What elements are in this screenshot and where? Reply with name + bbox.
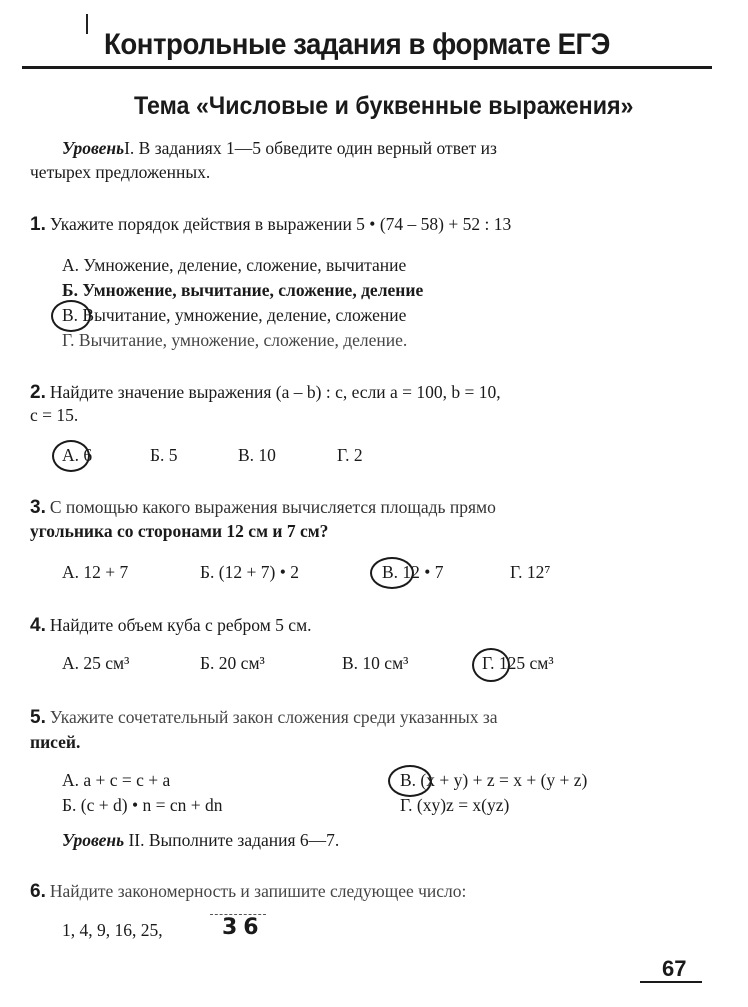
q5-option-d[interactable]: Г. (xy)z = x(yz) bbox=[400, 795, 510, 815]
question-number: 1. bbox=[30, 214, 46, 235]
q1-option-b[interactable]: Б. Умножение, вычитание, сложение, деление bbox=[62, 280, 424, 300]
q1-option-d[interactable]: Г. Вычитание, умножение, сложение, деление. bbox=[62, 330, 408, 350]
level2-text: II. Выполните задания 6—7. bbox=[128, 830, 340, 850]
answer-circle-mark bbox=[370, 557, 414, 589]
answer-circle-mark bbox=[51, 300, 91, 332]
q1-option-a[interactable]: А. Умножение, деление, сложение, вычитание bbox=[62, 255, 407, 275]
level1-label: Уровень bbox=[62, 138, 125, 158]
question-4 bbox=[30, 615, 312, 637]
q2-option-b[interactable]: Б. 5 bbox=[150, 445, 178, 465]
level1-intro-line2: четырех предложенных. bbox=[30, 162, 211, 182]
q5-option-a[interactable]: А. a + c = c + a bbox=[62, 770, 171, 790]
level1-intro-line1 bbox=[62, 138, 497, 159]
q4-option-c[interactable]: В. 10 см³ bbox=[342, 653, 409, 673]
question-3-line2: угольника со сторонами 12 см и 7 см? bbox=[30, 521, 329, 541]
q6-handwritten-answer: 36 bbox=[222, 915, 265, 940]
q3-option-c[interactable]: В. 12 • 7 bbox=[382, 562, 444, 582]
question-number: 3. bbox=[30, 497, 46, 518]
level2-intro bbox=[62, 830, 339, 851]
question-5-line2: писей. bbox=[30, 732, 81, 752]
question-number: 5. bbox=[30, 707, 46, 728]
question-number: 6. bbox=[30, 881, 46, 902]
header-rule bbox=[22, 66, 712, 69]
page-header-title: Контрольные задания в формате ЕГЭ bbox=[104, 28, 610, 61]
level2-label: Уровень bbox=[62, 830, 125, 850]
question-6 bbox=[30, 881, 466, 903]
answer-circle-mark bbox=[472, 648, 510, 682]
question-2-line2: c = 15. bbox=[30, 405, 79, 425]
question-text: С помощью какого выражения вычисляется площадь прямо bbox=[49, 497, 496, 517]
level1-text: I. В заданиях 1—5 обведите один верный ответ из bbox=[124, 138, 497, 158]
q4-option-a[interactable]: А. 25 см³ bbox=[62, 653, 130, 673]
question-3 bbox=[30, 497, 496, 519]
question-text: Укажите порядок действия в выражении 5 • (74 – 58) + 52 : 13 bbox=[49, 214, 512, 234]
q2-option-d[interactable]: Г. 2 bbox=[337, 445, 363, 465]
q6-sequence: 1, 4, 9, 16, 25, bbox=[62, 920, 163, 940]
question-2 bbox=[30, 382, 501, 404]
q3-option-b[interactable]: Б. (12 + 7) • 2 bbox=[200, 562, 299, 582]
question-text: Найдите закономерность и запишите следующее число: bbox=[49, 881, 467, 901]
q2-option-c[interactable]: В. 10 bbox=[238, 445, 276, 465]
q1-option-c[interactable]: В. Вычитание, умножение, деление, сложение bbox=[62, 305, 407, 325]
answer-circle-mark bbox=[52, 440, 93, 472]
question-1 bbox=[30, 214, 511, 236]
q3-option-d[interactable]: Г. 12⁷ bbox=[510, 562, 551, 582]
question-text: Укажите сочетательный закон сложения среди указанных за bbox=[49, 707, 498, 727]
page-number: 67 bbox=[662, 956, 687, 981]
q3-option-a[interactable]: А. 12 + 7 bbox=[62, 562, 129, 582]
q5-option-b[interactable]: Б. (c + d) • n = cn + dn bbox=[62, 795, 223, 815]
question-5 bbox=[30, 707, 498, 729]
question-text: Найдите объем куба с ребром 5 см. bbox=[49, 615, 312, 635]
topic-title: Тема «Числовые и буквенные выражения» bbox=[134, 92, 634, 120]
page-number-rule bbox=[640, 981, 702, 983]
question-number: 2. bbox=[30, 382, 46, 403]
q4-option-b[interactable]: Б. 20 см³ bbox=[200, 653, 265, 673]
q5-option-c[interactable]: В. (x + y) + z = x + (y + z) bbox=[400, 770, 588, 790]
question-text: Найдите значение выражения (a – b) : c, если a = 100, b = 10, bbox=[49, 382, 501, 402]
q4-option-d[interactable]: Г. 125 см³ bbox=[482, 653, 554, 673]
question-number: 4. bbox=[30, 615, 46, 636]
margin-mark bbox=[86, 14, 88, 34]
answer-circle-mark bbox=[388, 765, 432, 797]
q2-option-a[interactable]: А. 6 bbox=[62, 445, 93, 465]
